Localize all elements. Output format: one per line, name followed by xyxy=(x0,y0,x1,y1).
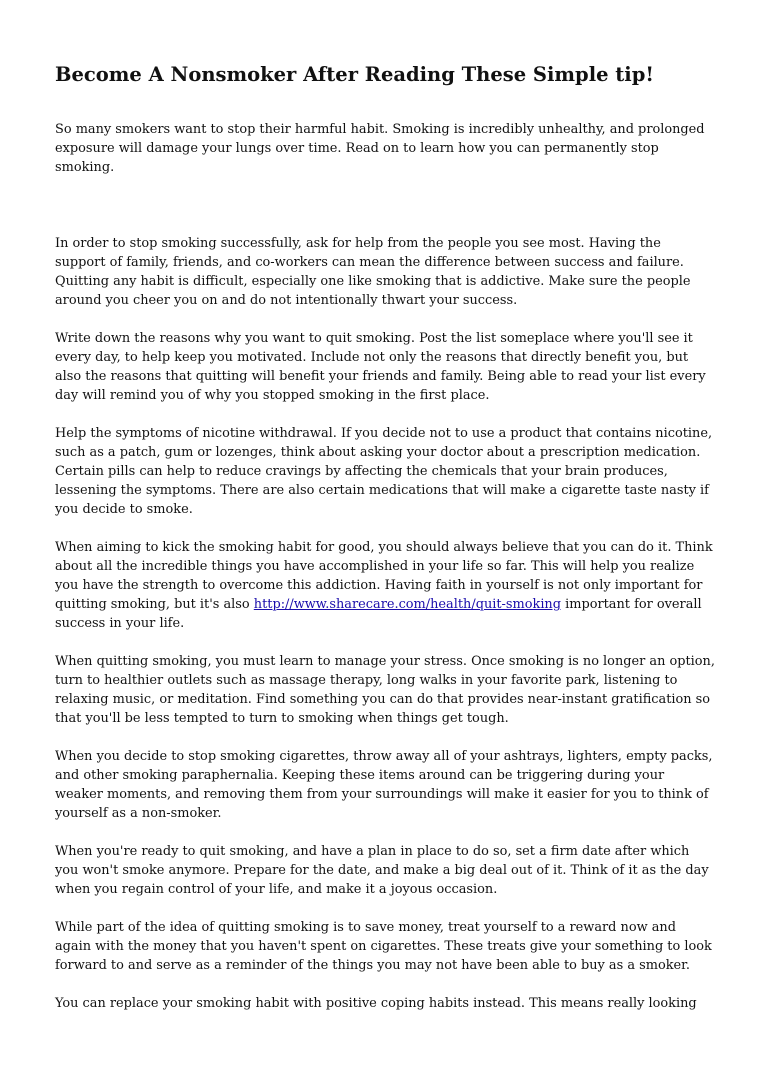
document-title: Become A Nonsmoker After Reading These Simple tip! xyxy=(55,63,654,86)
paragraph-stress: When quitting smoking, you must learn to manage your stress. Once smoking is no longer an option, turn to healthier outlets such as massage therapy, long walks in your favorite park, listening to relaxing music, or meditation. Find something you can do that provides near-instant gratification so that you'll be less tempted to turn to smoking when things get tough. xyxy=(55,654,715,726)
paragraph-quit-date: When you're ready to quit smoking, and have a plan in place to do so, set a firm date after which you won't smoke anymore. Prepare for the date, and make a big deal out of it. Think of it as the day when you regain control of your life, and make it a joyous occasion. xyxy=(55,844,709,897)
intro-paragraph: So many smokers want to stop their harmful habit. Smoking is incredibly unhealthy, and prolonged exposure will damage your lungs over time. Read on to learn how you can permanently stop smoking. xyxy=(55,122,705,175)
link-paragraph-before: When aiming to kick the smoking habit for good, you should always believe that you can do it. Think about all the incredible things you have accomplished in your life so far. This will help you realize you have the strength to overcome this addiction. Having faith in yourself is not only important for quitting smoking, but it's also xyxy=(55,540,713,612)
paragraph-support: In order to stop smoking successfully, ask for help from the people you see most. Having the support of family, friends, and co-workers can mean the difference between success and failure. Quitting any habit is difficult, especially one like smoking that is addictive. Make sure the people around you cheer you on and do not intentionally thwart your success. xyxy=(55,236,691,308)
paragraph-reward: While part of the idea of quitting smoking is to save money, treat yourself to a reward now and again with the money that you haven't spent on cigarettes. These treats give your something to look forward to and serve as a reminder of the things you may not have been able to buy as a smoker. xyxy=(55,920,712,973)
link-paragraph-after: important for overall success in your life. xyxy=(55,597,702,631)
document-page xyxy=(55,60,715,1032)
paragraph-paraphernalia: When you decide to stop smoking cigarettes, throw away all of your ashtrays, lighters, empty packs, and other smoking paraphernalia. Keeping these items around can be triggering during your weaker moments, and removing them from your surroundings will make it easier for you to think of yourself as a non-smoker. xyxy=(55,749,713,821)
sharecare-link[interactable]: http://www.sharecare.com/health/quit-smoking xyxy=(253,597,561,612)
paragraph-coping-habits: You can replace your smoking habit with positive coping habits instead. This means really looking xyxy=(55,996,697,1011)
paragraph-believe xyxy=(55,538,715,633)
paragraph-withdrawal: Help the symptoms of nicotine withdrawal. If you decide not to use a product that contains nicotine, such as a patch, gum or lozenges, think about asking your doctor about a prescription medication. Certain pills can help to reduce cravings by affecting the chemicals that your brain produces, lessening the symptoms. There are also certain medications that will make a cigarette taste nasty if you decide to smoke. xyxy=(55,426,713,517)
paragraph-reasons-list: Write down the reasons why you want to quit smoking. Post the list someplace where you'll see it every day, to help keep you motivated. Include not only the reasons that directly benefit you, but also the reasons that quitting will benefit your friends and family. Being able to read your list every day will remind you of why you stopped smoking in the first place. xyxy=(55,331,706,403)
